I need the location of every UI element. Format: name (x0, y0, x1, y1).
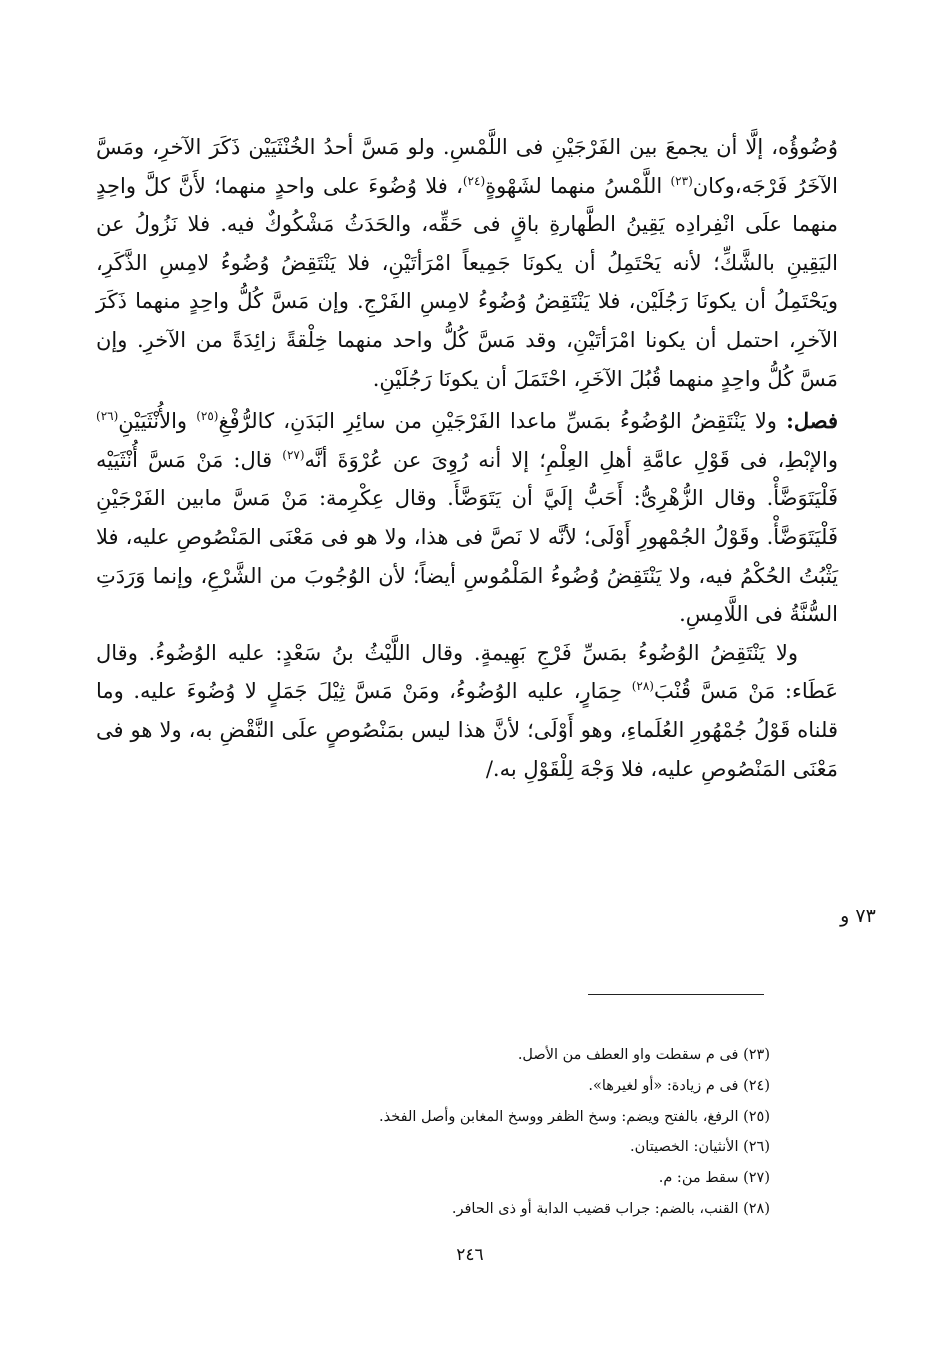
footnote-ref[interactable]: (٢٣) (670, 173, 693, 188)
text-run: اللَّمْسُ منهما لشَهْوةٍ (485, 173, 671, 198)
text-run: والإبْطِ، فى قَوْلِ عامَّةِ أهلِ العِلْمِ؛ إلا أنه رُوِىَ عن عُرْوَةَ أنَّه (304, 447, 838, 472)
footnote-25: (٢٥) الرفغ، بالفتح ويضم: وسخ الظفر ووسخ المغابن وأصل الفخذ. (379, 1108, 770, 1125)
text-run: وُضُوؤُه، إلَّا أن يجمعَ بين الفَرْجَيْنِ فى اللَّمْسِ. ولو مَسَّ أحدُ الخُنْثَيَيْن ذَكَرَ الآخرِ، ومَسَّ الآخَرُ فَرْجَه،وكان (96, 135, 838, 198)
footnote-ref[interactable]: (٢٥) (196, 409, 219, 424)
footnote-26: (٢٦) الأنثيان: الخصيتان. (630, 1139, 770, 1156)
footnote-ref[interactable]: (٢٤) (462, 173, 486, 188)
text-run: حِمَارٍ، عليه الوُضُوءُ، ومَنْ مَسَّ ثِيْلَ جَمَلٍ لا وُضُوءَ عليه. وما قلناه قَوْلُ جُمْهُورِ العُلَماءِ، وهو أَوْلَى؛ لأنَّ هذا ليس بمَنْصُوصٍ علَى النَّقْضِ به، ولا هو فى مَعْنَى المَنْصُوصِ عليه، فلا وَجْهَ لِلْقَوْلِ به./ (96, 679, 838, 781)
footnote-27: (٢٧) سقط من: م. (658, 1170, 770, 1187)
text-run: قال: مَنْ مَسَّ أُنْثَيَيْه فَلْيَتَوَضَّأْ. وقال الزُّهْرِىُّ: أَحَبُّ إلَيَّ أن يَتَوَضَّأَ. وقال عِكْرِمة: مَنْ مَسَّ مابين الفَرْجَيْنِ فَلْيَتَوَضَّأْ. وقَوْلُ الجُمْهورِ أَوْلَى؛ لأنَّه لا نَصَّ فى هذا، ولا هو فى مَعْنَى المَنْصُوصِ عليه، فلا يَثْبُتُ الحُكْمُ فيه، ولا يَنْتَقِضُ وُضُوءُ المَلْمُوسِ أيضاً؛ لأن الوُجُوبَ من الشَّرْعِ، وإنما وَرَدَتِ السُّنَّةُ فى اللَّامِسِ. (96, 447, 838, 627)
text-run: ولا يَنْتَقِضُ الوُضُوءُ بمَسِّ فَرْجِ بَهِيمةٍ. وقال اللَّيْثُ بنُ سَعْدٍ: عليه الوُضُوءُ. وقال عَطَاء: مَنْ مَسَّ قُنْبَ (96, 640, 838, 704)
section-label: فصل: (786, 408, 838, 434)
footnote-28: (٢٨) القنب، بالضم: جراب قضيب الدابة أو ذى الحافر. (451, 1200, 770, 1217)
footnote-24: (٢٤) فى م زيادة: «أو لغيرها». (588, 1077, 770, 1094)
footnote-ref[interactable]: (٢٧) (282, 447, 305, 462)
paragraph-2 (96, 402, 838, 634)
paragraph-3 (96, 634, 838, 788)
footnote-ref[interactable]: (٢٦) (96, 409, 119, 424)
footnote-ref[interactable]: (٢٨) (631, 679, 654, 694)
text-run: ، فلا وُضُوءَ على واحدٍ منهما؛ لأَنَّ كلَّ واحِدٍ منهما علَى انْفِرادِه يَقِينُ الطَّهارةِ باقٍ فى حَقِّه، والحَدَثُ مَشْكُوكٌ فيه. فلا نَزُولُ عن اليَقِينِ بالشَّكِّ؛ لأنه يَحْتَمِلُ أن يكونَا جَمِيعاً امْرَأتَيْنِ، فلا يَنْتَقِضُ وُضُوءُ لامِسِ الذَّكَرِ، ويَحْتَمِلُ أن يكونَا رَجُلَيْن، فلا يَنْتَقِضُ وُضُوءُ لامِسِ الفَرْجِ. وإن مَسَّ كُلُّ واحِدٍ منهما ذَكَرَ الآخرِ، احتمل أن يكونا امْرَأتَيْنِ، وقد مَسَّ كُلُّ واحد منهما خِلْقةً زائِدَةً من الآخرِ. وإن مَسَّ كُلُّ واحِدٍ منهما قُبُلَ الآخَرِ، احْتَمَلَ أن يكونَا رَجُلَيْنِ. (96, 173, 838, 391)
text-run: ولا يَنْتَقِضُ الوُضُوءُ بمَسِّ ماعدا الفَرْجَيْنِ من سائِرِ البَدَنِ، كالرُّفْغِ (218, 409, 787, 434)
text-run: والأُنْثَيَيْنِ (118, 409, 197, 434)
page-number: ٢٤٦ (456, 1245, 484, 1265)
footnote-divider (588, 994, 764, 995)
main-text-block (96, 128, 838, 788)
paragraph-1 (96, 128, 838, 398)
footnote-23: (٢٣) فى م سقطت واو العطف من الأصل. (517, 1047, 770, 1063)
footnotes-block (280, 1040, 770, 1225)
manuscript-folio-marker: ٧٣ و (840, 905, 876, 927)
